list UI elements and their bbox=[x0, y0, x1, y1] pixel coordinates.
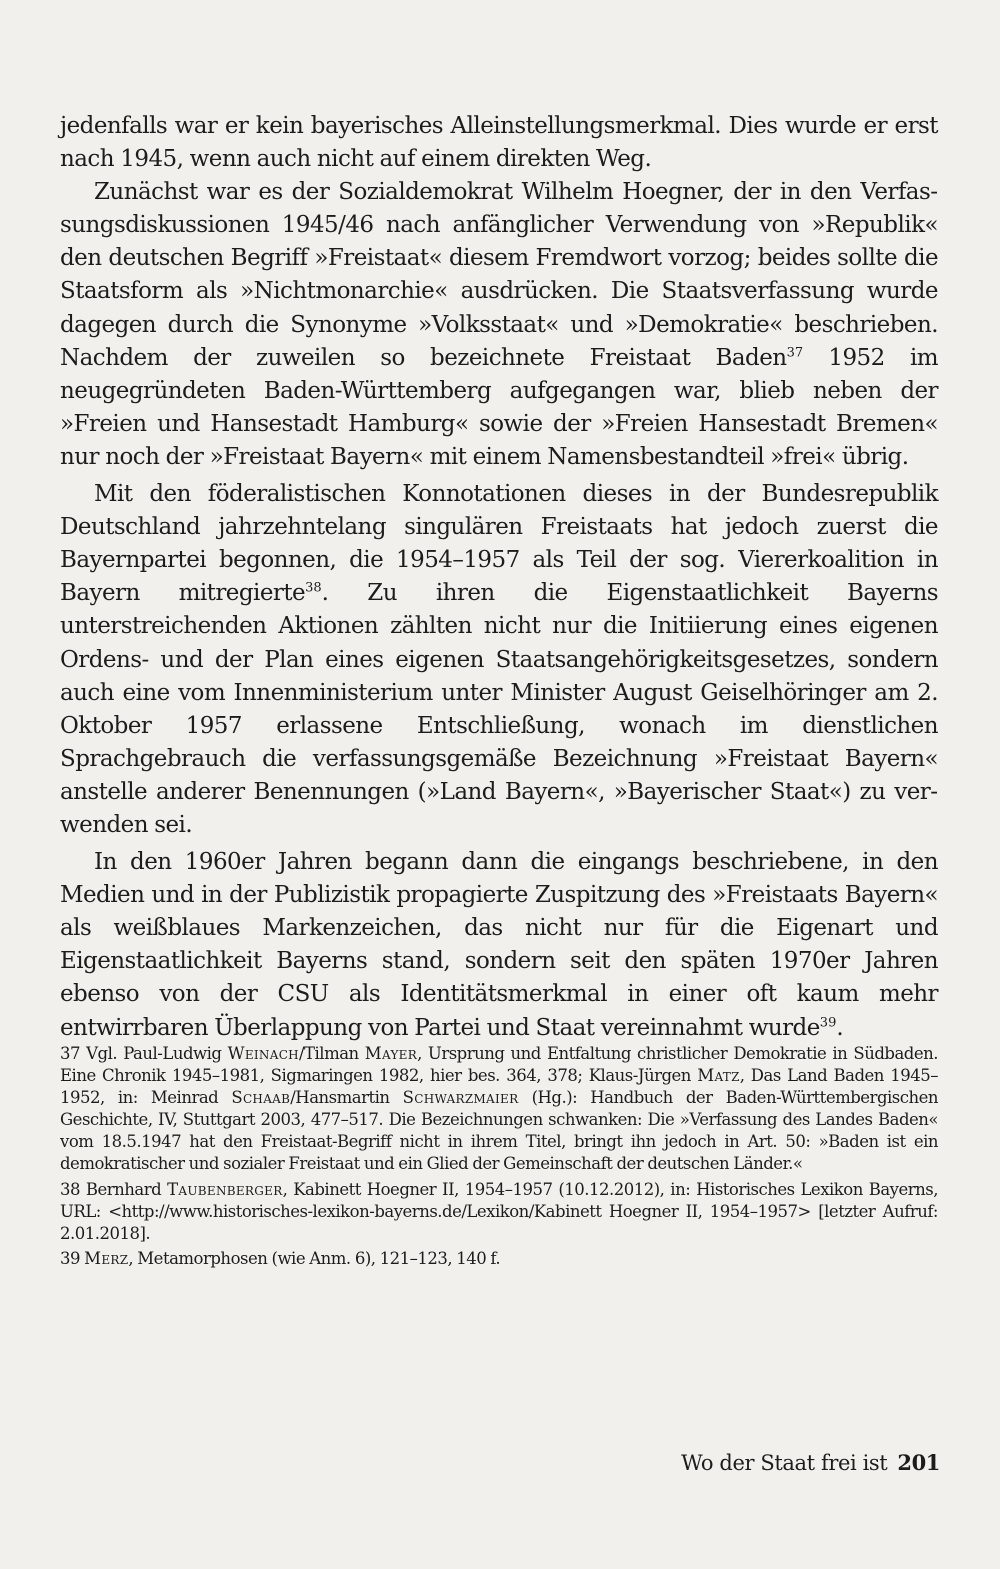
author-name: Merz bbox=[84, 1248, 129, 1268]
author-name: Matz bbox=[697, 1066, 740, 1086]
footnote-text: (Hg.): Handbuch der Baden-Württembergischen Geschichte, IV, Stuttgart 2003, 477–517. Die Bezeichnungen schwanken: Die »Verfassung des Landes Baden« vom 18.5.1947 hat den Freistaat-Begriff nicht in ihrem Titel, bringt ihn jedoch in Art. 50: »Baden ist ein demokratischer und sozialer Freistaat und ein Glied der Gemeinschaft der deutschen Länder.« bbox=[60, 1088, 939, 1174]
footnote-text: , Kabinett Hoegner II, 1954–1957 (10.12.2012), in: Historisches Lexikon Bayerns, URL: <http://www.historisches-lexikon-bayerns.de/Lexikon/Kabinett Hoegner II, 1954–1957> [letzter Aufruf: 2.01.2018]. bbox=[60, 1179, 938, 1243]
footnote-38 bbox=[60, 1179, 938, 1245]
footnote-number: 39 bbox=[60, 1248, 80, 1268]
paragraph-2 bbox=[60, 176, 938, 474]
footnote-37 bbox=[60, 1043, 938, 1176]
footnote-text: /Tilman bbox=[298, 1044, 365, 1063]
footnote-text: Bernhard bbox=[80, 1179, 168, 1199]
footnote-ref-38[interactable]: 38 bbox=[305, 580, 322, 596]
author-name: Taubenberger bbox=[167, 1179, 283, 1199]
paragraph-text: . Zu ihren die Eigenstaatlichkeit Bayerns unterstreichenden Aktionen zählten nicht nur die Initiierung eines eigenen Ordens- und der Plan eines eigenen Staatsangehörigkeitsgesetzes, sondern auch eine vom Innenministerium unter Minister August Geiselhöringer am 2. Oktober 1957 erlassene Entschließung, wonach im dienstlichen Sprachgebrauch die verfassungsgemäße Bezeichnung »Freistaat Bayern« anstelle anderer Benennungen (»Land Bayern«, »Bayerischer Staat«) zu verwenden sei. bbox=[60, 580, 938, 838]
paragraph-text: In den 1960er Jahren begann dann die eingangs beschriebene, in den Medien und in der Publizistik propagierte Zuspitzung des »Freistaats Bayern« als weißblaues Markenzeichen, das nicht nur für die Eigenart und Eigenstaatlichkeit Bayerns stand, sondern seit den späten 1970er Jahren ebenso von der CSU als Identitätsmerkmal in einer oft kaum mehr entwirrbaren Überlappung von Partei und Staat vereinnahmt wurde bbox=[60, 849, 938, 1041]
author-name: Schaab bbox=[231, 1088, 291, 1108]
footnote-number: 37 bbox=[60, 1044, 80, 1063]
author-name: Schwarzmaier bbox=[402, 1088, 519, 1108]
page-number: 201 bbox=[897, 1450, 940, 1475]
footnote-ref-39[interactable]: 39 bbox=[819, 1014, 837, 1030]
paragraph-1 bbox=[60, 110, 938, 176]
paragraph-text: . bbox=[836, 1014, 844, 1041]
running-title: Wo der Staat frei ist bbox=[681, 1451, 888, 1475]
paragraph-4 bbox=[60, 846, 938, 1045]
footnotes bbox=[60, 1043, 938, 1273]
paragraph-text: Mit den föderalistischen Konnotationen dieses in der Bundesrepublik Deutschland jahrzehntelang singulären Freistaats hat jedoch zuerst die Bayernpartei begonnen, die 1954–1957 als Teil der sog. Viererkoalition in Bayern mitregierte bbox=[60, 481, 938, 607]
paragraph-text: Zunächst war es der Sozialdemokrat Wilhelm Hoegner, der in den Verfassungsdiskussionen 1945/46 nach anfänglicher Verwendung von »Republik« den deutschen Begriff »Freistaat« diesem Fremdwort vorzog; beides sollte die Staatsform als »Nichtmonarchie« ausdrücken. Die Staatsverfassung wurde dagegen durch die Synonyme »Volksstaat« und »Demokratie« beschrieben. Nachdem der zuweilen so bezeichnete Freistaat Baden bbox=[60, 179, 938, 371]
page-body bbox=[60, 110, 938, 1045]
footnote-text: , Ursprung und Entfaltung christlicher Demokratie in Südbaden. Eine Chronik 1945–1981, Sigmaringen 1982, hier bes. 364, 378; Klaus-Jürgen bbox=[60, 1044, 938, 1086]
footnote-39 bbox=[60, 1248, 938, 1270]
paragraph-text: jedenfalls war er kein bayerisches Alleinstellungsmerkmal. Dies wurde er erst nach 1945, wenn auch nicht auf einem direkten Weg. bbox=[60, 113, 938, 173]
author-name: Mayer bbox=[364, 1044, 418, 1063]
footnote-text: , Metamorphosen (wie Anm. 6), 121–123, 140 f. bbox=[128, 1248, 501, 1268]
main-text bbox=[60, 110, 938, 1045]
footnote-text: /Hansmartin bbox=[290, 1088, 403, 1108]
footnote-text: , Das Land Baden 1945–1952, in: Meinrad bbox=[60, 1066, 938, 1108]
running-footer bbox=[681, 1450, 940, 1475]
footnote-ref-37[interactable]: 37 bbox=[786, 345, 804, 360]
footnote-number: 38 bbox=[60, 1179, 80, 1199]
paragraph-text: 1952 im neugegründeten Baden-Württemberg aufgegangen war, blieb neben der »Freien und Hansestadt Hamburg« sowie der »Freien Hansestadt Bremen« nur noch der »Freistaat Bayern« mit einem Namensbestandteil »frei« übrig. bbox=[60, 344, 939, 470]
author-name: Weinach bbox=[227, 1044, 299, 1063]
footnote-text: Vgl. Paul-Ludwig bbox=[80, 1044, 228, 1063]
paragraph-3 bbox=[60, 478, 938, 842]
